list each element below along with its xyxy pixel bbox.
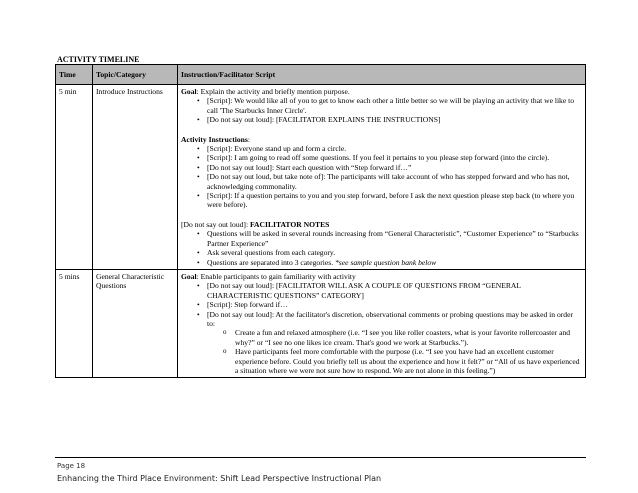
activity-timeline-title: ACTIVITY TIMELINE — [57, 55, 140, 64]
table-header-row — [56, 65, 586, 85]
sub-bullet-list — [207, 328, 582, 375]
row2-bullet-list — [181, 281, 582, 375]
row2-time: 5 mins — [56, 269, 93, 377]
goal-label: Goal — [181, 87, 197, 96]
activity-instructions-heading: Activity Instructions: — [181, 134, 250, 144]
list-item: • [Do not say out loud]: [FACILITATOR WILL ASK A COUPLE OF QUESTIONS FROM “GENERAL CHARACTERISTIC QUESTIONS” CATEGORY] — [207, 281, 582, 300]
goal-bullet-list — [181, 96, 582, 124]
header-time: Time — [56, 65, 93, 85]
list-item: • [Script]: If a question pertains to you and you step forward, before I ask the next question please step back (to where you were before). — [207, 191, 582, 210]
list-item: • [Do not say out loud]: At the facilitator's discretion, observational comments or probing questions may be asked in order to: o Create a fun and relaxed atmosphere (i.e. “I see you like roller coasters, what is your favorite rollercoaster and why?” or “I see no one likes ice cream. That's good we work at Starbucks.”). o Have participants feel more comfortable with the purpose (i.e. “I see you have had an excellent customer experience before. Could you briefly tell us about the experience and how it felt?” or “All of us have experienced a situation where we were not sure how to respond. We are not alone in this feeling.”) — [207, 310, 582, 376]
row1-instruction — [178, 85, 586, 270]
row1-topic: Introduce Instructions — [93, 85, 178, 270]
list-item: • Ask several questions from each category. — [207, 248, 582, 257]
list-item: o Create a fun and relaxed atmosphere (i.e. “I see you like roller coasters, what is your favorite rollercoaster and why?” or “I see no one likes ice cream. That's good we work at Starbucks.”). — [235, 328, 582, 347]
list-item: • [Do not say out loud]: Start each question with “Step forward if…” — [207, 163, 582, 172]
row1-time: 5 min — [56, 85, 93, 270]
row2-goal: Goal: Enable participants to gain familiarity with activity — [181, 271, 356, 281]
list-item: • [Script]: We would like all of you to get to know each other a little better so we will be playing an activity that we like to call 'The Starbucks Inner Circle'. — [207, 96, 582, 115]
list-item: • [Script]: Everyone stand up and form a circle. — [207, 144, 582, 153]
list-item: • [Script]: Step forward if… — [207, 300, 582, 309]
table-row — [56, 269, 586, 377]
table-row — [56, 85, 586, 270]
list-item: o Have participants feel more comfortable with the purpose (i.e. “I see you have had an excellent customer experience before. Could you briefly tell us about the experience and how it felt?” or “All of us have experienced a situation where we were not sure how to respond. We are not alone in this feeling.”) — [235, 347, 582, 375]
list-item: • [Do not say out loud, but take note of]: The participants will take account of who has stepped forward and who has not, acknowledging commonality. — [207, 172, 582, 191]
list-item: • Questions will be asked in several rounds increasing from “General Characteristic”, “Customer Experience” to “Starbucks Partner Experience” — [207, 229, 582, 248]
facilitator-notes-heading: [Do not say out loud]: FACILITATOR NOTES — [181, 219, 330, 229]
header-instruction: Instruction/Facilitator Script — [178, 65, 586, 85]
list-item: • [Script]: I am going to read off some questions. If you feel it pertains to you please step forward (into the circle). — [207, 153, 582, 162]
row2-topic: General Characteristic Questions — [93, 269, 178, 377]
row1-goal — [181, 87, 582, 96]
footer-divider — [55, 457, 586, 458]
list-item: • Questions are separated into 3 categories. *see sample question bank below — [207, 258, 582, 267]
page-number: Page 18 — [57, 462, 86, 470]
header-topic: Topic/Category — [93, 65, 178, 85]
activity-bullet-list — [181, 144, 582, 210]
row2-instruction — [178, 269, 586, 377]
list-item: • [Do not say out loud]: [FACILITATOR EXPLAINS THE INSTRUCTIONS] — [207, 115, 582, 124]
document-title: Enhancing the Third Place Environment: Shift Lead Perspective Instructional Plan — [57, 474, 382, 483]
activity-timeline-table — [55, 64, 586, 378]
notes-bullet-list — [181, 229, 582, 267]
goal-text: : Explain the activity and briefly mention purpose. — [196, 87, 350, 96]
